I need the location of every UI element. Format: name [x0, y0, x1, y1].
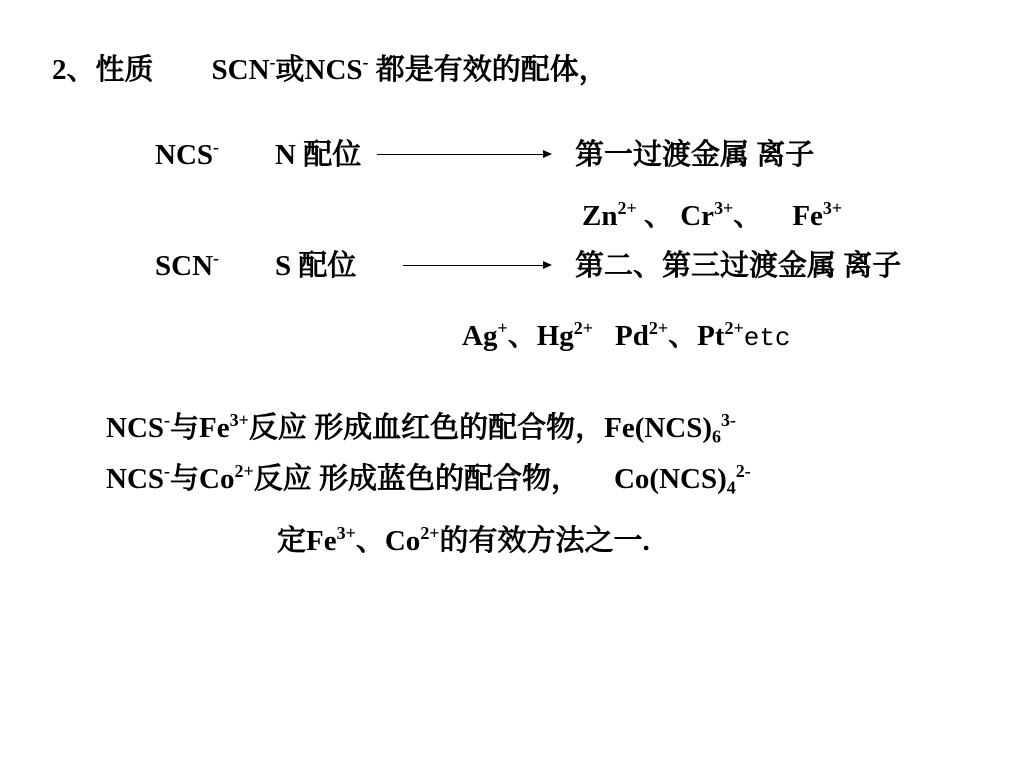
scn-ligand: SCN- — [155, 247, 219, 282]
n-coordination-label: N 配位 — [275, 139, 362, 171]
ncs-formula: NCS- — [304, 51, 369, 86]
arrow-right-icon — [403, 265, 550, 266]
arrow-right-icon — [377, 154, 550, 155]
s-coordination-label: S 配位 — [275, 250, 357, 282]
reaction-co-ncs: NCS-与$Co^{2+}$反应 形成蓝色的配合物， $Co(NCS)_4^{2-}$ — [106, 460, 751, 498]
section-heading: 2、性质 SCN-或NCS- 都是有效的配体， — [52, 51, 608, 86]
fe-ncs-complex-formula: $Fe(NCS)_6^{3-}$ — [604, 409, 736, 447]
ncs-ligand: NCS- — [155, 136, 219, 171]
first-transition-metals-label: 第一过渡金属 离子 — [575, 139, 815, 171]
reaction-fe-ncs: NCS-与$Fe^{3+}$反应 形成血红色的配合物，$Fe(NCS)_6^{3-}$ — [106, 409, 736, 447]
conclusion-text: 定$Fe^{3+}$、$Co^{2+}$的有效方法之一. — [277, 522, 650, 557]
scn-formula: SCN- — [211, 51, 276, 86]
first-row-ions: $Zn^{2+}$ 、 $Cr^{3+}$、 $Fe^{3+}$ — [582, 197, 843, 232]
heading-text: 都是有效的配体， — [368, 54, 608, 86]
second-row-ions: Ag+、$Hg^{2+}$ $Pd^{2+}$、$Pt^{2+}etc$ — [462, 317, 791, 353]
second-third-transition-metals-label: 第二、第三过渡金属 离子 — [575, 250, 902, 282]
section-number: 2、性质 — [52, 54, 154, 86]
co-ncs-complex-formula: $Co(NCS)_4^{2-}$ — [613, 460, 751, 498]
